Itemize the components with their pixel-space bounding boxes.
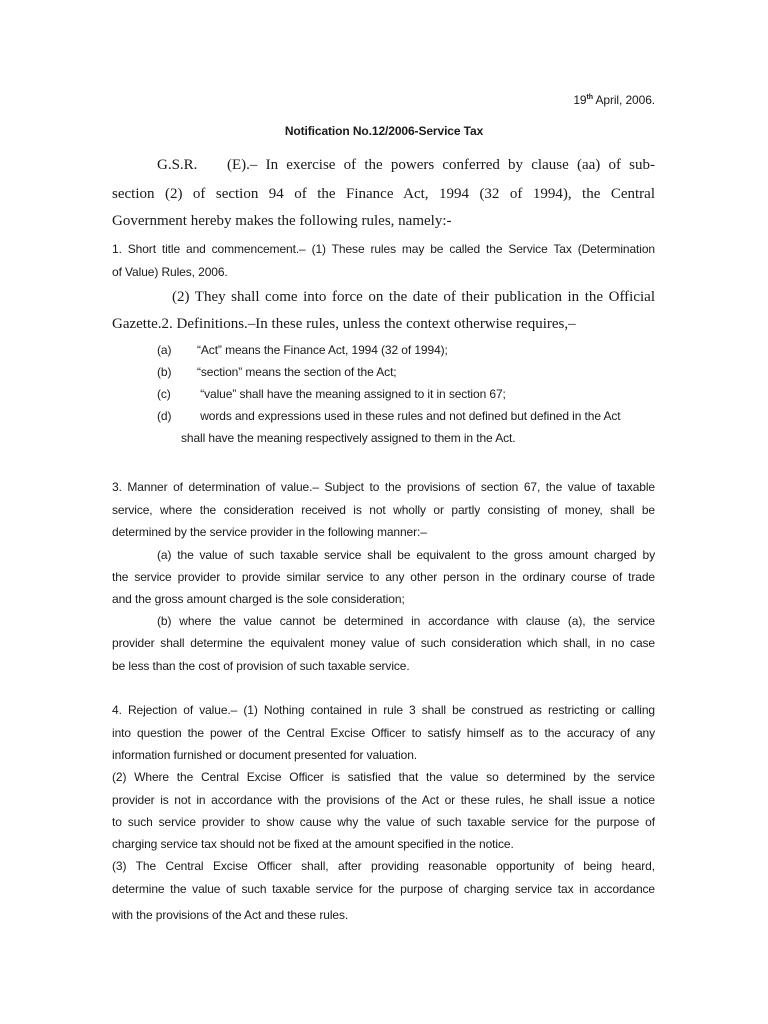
rule3-a-line-2: the service provider to provide similar service to any other person in the ordinary course of trade xyxy=(112,570,655,584)
definition-d-continuation: shall have the meaning respectively assigned to them in the Act. xyxy=(181,431,516,445)
definition-item xyxy=(157,343,448,357)
preamble-line-3: Government hereby makes the following rules, namely:- xyxy=(112,213,452,229)
definition-label: (d) xyxy=(157,409,172,423)
definition-text: “section” means the section of the Act; xyxy=(197,365,397,379)
definition-text: “Act” means the Finance Act, 1994 (32 of 1994); xyxy=(197,343,448,357)
definition-item xyxy=(157,387,506,401)
rule4-line-1: 4. Rejection of value.– (1) Nothing contained in rule 3 shall be construed as restricting or calling xyxy=(112,703,655,717)
definition-item xyxy=(157,409,621,423)
rule4-2-line-3: to such service provider to show cause why the value of such taxable service for the purpose of xyxy=(112,815,655,829)
rule3-b-line-2: provider shall determine the equivalent money value of such consideration which shall, in no case xyxy=(112,636,655,650)
definition-item xyxy=(157,365,397,379)
rule4-2-line-2: provider is not in accordance with the provisions of the Act or these rules, he shall issue a notice xyxy=(112,793,655,807)
rule1-2-line-1: (2) They shall come into force on the date of their publication in the Official xyxy=(172,289,655,305)
rule3-line-2: service, where the consideration received is not wholly or partly consisting of money, shall be xyxy=(112,503,655,517)
rule3-line-1: 3. Manner of determination of value.– Subject to the provisions of section 67, the value of taxable xyxy=(112,480,655,494)
rule4-2-line-4: charging service tax should not be fixed at the amount specified in the notice. xyxy=(112,837,514,851)
preamble-line-1: (E).– In exercise of the powers conferred by clause (aa) of sub- xyxy=(227,157,655,173)
rule3-a-line-3: and the gross amount charged is the sole consideration; xyxy=(112,592,405,606)
rule1-line-2: of Value) Rules, 2006. xyxy=(112,265,228,279)
rule4-line-3: information furnished or document presented for valuation. xyxy=(112,748,418,762)
definition-label: (a) xyxy=(157,343,172,357)
rule3-b-line-3: be less than the cost of provision of such taxable service. xyxy=(112,659,410,673)
definition-text: words and expressions used in these rules and not defined but defined in the Act xyxy=(197,409,621,423)
rule3-a-line-1: (a) the value of such taxable service shall be equivalent to the gross amount charged by xyxy=(157,548,655,562)
rule4-3-line-1: (3) The Central Excise Officer shall, after providing reasonable opportunity of being heard, xyxy=(112,859,655,873)
rule3-b-line-1: (b) where the value cannot be determined in accordance with clause (a), the service xyxy=(157,614,655,628)
definition-text: “value” shall have the meaning assigned to it in section 67; xyxy=(197,387,506,401)
rule4-3-line-2: determine the value of such taxable service for the purpose of charging service tax in accordance xyxy=(112,882,655,896)
rule1-line-1: 1. Short title and commencement.– (1) These rules may be called the Service Tax (Determination xyxy=(112,242,655,256)
date-rest: April, 2006. xyxy=(592,93,655,107)
date-day: 19 xyxy=(573,93,587,107)
rule4-3-line-3: with the provisions of the Act and these rules. xyxy=(112,908,349,922)
preamble-line-2: section (2) of section 94 of the Finance Act, 1994 (32 of 1994), the Central xyxy=(112,186,655,202)
preamble-gsr: G.S.R. xyxy=(157,157,198,173)
date-suffix: th xyxy=(586,94,593,101)
rule4-line-2: into question the power of the Central Excise Officer to satisfy himself as to the accuracy of any xyxy=(112,726,655,740)
page-title: Notification No.12/2006-Service Tax xyxy=(284,124,484,138)
notification-date xyxy=(573,93,655,107)
definition-label: (c) xyxy=(157,387,171,401)
rule1-2-line-2: Gazette.2. Definitions.–In these rules, unless the context otherwise requires,– xyxy=(112,316,576,332)
definition-label: (b) xyxy=(157,365,172,379)
rule4-2-line-1: (2) Where the Central Excise Officer is satisfied that the value so determined by the service xyxy=(112,770,655,784)
rule3-line-3: determined by the service provider in the following manner:– xyxy=(112,525,427,539)
